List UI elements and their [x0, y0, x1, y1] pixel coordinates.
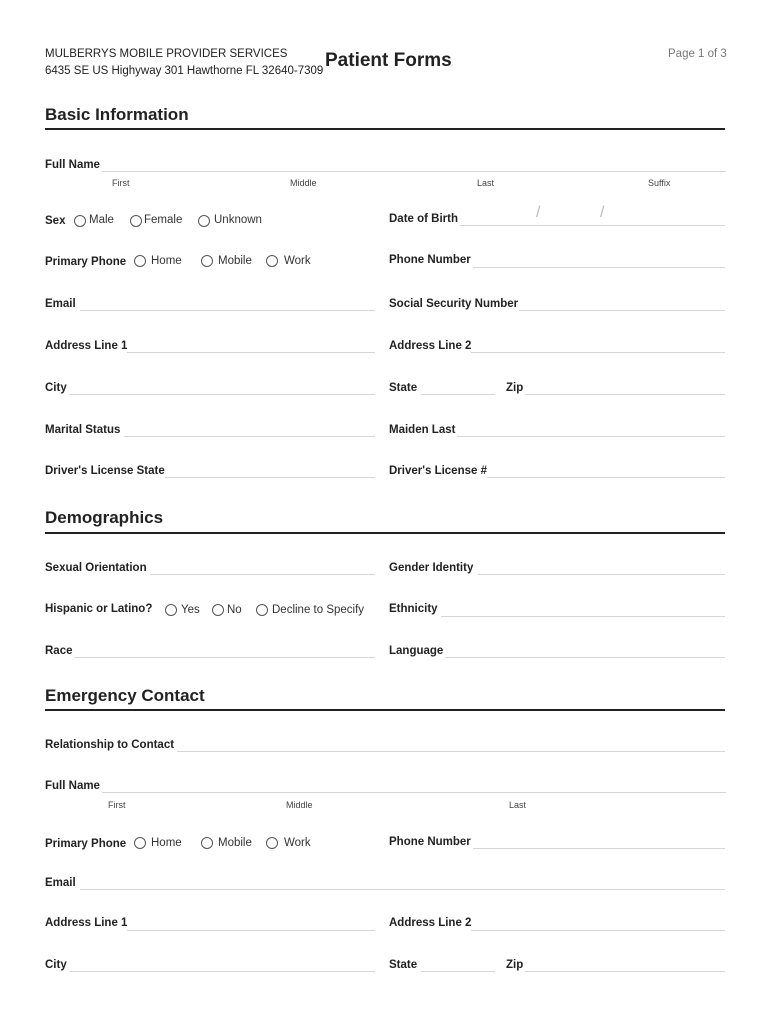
sex-unknown-radio[interactable]: [198, 215, 210, 227]
hispanic-decline-label: Decline to Specify: [272, 604, 365, 616]
ec-address1-input[interactable]: [127, 930, 375, 931]
ec-phone-number-input[interactable]: [473, 848, 725, 849]
hispanic-yes-radio[interactable]: [165, 604, 177, 616]
ec-phone-home-label: Home: [151, 837, 182, 849]
hispanic-decline-radio[interactable]: [256, 604, 268, 616]
sex-female-label: Female: [144, 214, 183, 226]
ec-email-input[interactable]: [80, 889, 725, 890]
sexual-orientation-label: Sexual Orientation: [45, 562, 147, 574]
ec-middle-name-caption: Middle: [286, 800, 313, 810]
dl-number-label: Driver's License #: [389, 465, 487, 477]
address1-input[interactable]: [127, 352, 375, 353]
page-number: Page 1 of 3: [668, 48, 727, 60]
ethnicity-label: Ethnicity: [389, 603, 438, 615]
middle-name-caption: Middle: [290, 178, 317, 188]
phone-work-radio[interactable]: [266, 255, 278, 267]
ec-address2-input[interactable]: [471, 930, 725, 931]
dob-separator: /: [600, 204, 605, 221]
ec-address2-label: Address Line 2: [389, 917, 472, 929]
zip-input[interactable]: [525, 394, 725, 395]
sex-male-label: Male: [89, 214, 114, 226]
phone-mobile-radio[interactable]: [201, 255, 213, 267]
primary-phone-label: Primary Phone: [45, 256, 127, 268]
ec-phone-mobile-radio[interactable]: [201, 837, 213, 849]
ec-state-input[interactable]: [421, 971, 495, 972]
gender-identity-input[interactable]: [478, 574, 725, 575]
dob-label: Date of Birth: [389, 213, 458, 225]
race-input[interactable]: [74, 657, 375, 658]
ssn-input[interactable]: [519, 310, 725, 311]
hispanic-no-radio[interactable]: [212, 604, 224, 616]
sex-unknown-label: Unknown: [214, 214, 262, 226]
ec-email-label: Email: [45, 877, 76, 889]
relationship-input[interactable]: [177, 751, 725, 752]
section-divider: [45, 532, 725, 534]
phone-home-label: Home: [151, 255, 182, 267]
suffix-caption: Suffix: [648, 178, 671, 188]
hispanic-yes-label: Yes: [181, 604, 200, 616]
phone-work-label: Work: [284, 255, 311, 267]
section-divider: [45, 709, 725, 711]
marital-status-input[interactable]: [124, 436, 375, 437]
phone-home-radio[interactable]: [134, 255, 146, 267]
sex-female-radio[interactable]: [130, 215, 142, 227]
maiden-last-label: Maiden Last: [389, 424, 456, 436]
ec-full-name-input[interactable]: [102, 792, 726, 793]
dl-number-input[interactable]: [487, 477, 725, 478]
ec-phone-home-radio[interactable]: [134, 837, 146, 849]
company-address: 6435 SE US Highyway 301 Hawthorne FL 32640-7309: [45, 65, 324, 77]
email-input[interactable]: [80, 310, 375, 311]
dob-separator: /: [536, 204, 541, 221]
hispanic-no-label: No: [227, 604, 242, 616]
full-name-input[interactable]: [102, 171, 726, 172]
race-label: Race: [45, 645, 73, 657]
ec-zip-input[interactable]: [525, 971, 725, 972]
marital-status-label: Marital Status: [45, 424, 121, 436]
ec-phone-work-label: Work: [284, 837, 311, 849]
phone-number-input[interactable]: [473, 267, 725, 268]
sex-label: Sex: [45, 215, 66, 227]
ec-city-input[interactable]: [70, 971, 375, 972]
city-label: City: [45, 382, 67, 394]
state-label: State: [389, 382, 418, 394]
email-label: Email: [45, 298, 76, 310]
hispanic-label: Hispanic or Latino?: [45, 603, 153, 615]
last-name-caption: Last: [477, 178, 495, 188]
section-emergency-contact: Emergency Contact: [45, 686, 205, 705]
sex-male-radio[interactable]: [74, 215, 86, 227]
section-divider: [45, 128, 725, 130]
gender-identity-label: Gender Identity: [389, 562, 474, 574]
relationship-label: Relationship to Contact: [45, 739, 175, 751]
maiden-last-input[interactable]: [457, 436, 725, 437]
language-input[interactable]: [445, 657, 725, 658]
address1-label: Address Line 1: [45, 340, 128, 352]
ec-primary-phone-label: Primary Phone: [45, 838, 127, 850]
phone-number-label: Phone Number: [389, 254, 471, 266]
address2-label: Address Line 2: [389, 340, 472, 352]
ethnicity-input[interactable]: [441, 616, 725, 617]
ec-phone-mobile-label: Mobile: [218, 837, 252, 849]
ec-address1-label: Address Line 1: [45, 917, 128, 929]
dl-state-label: Driver's License State: [45, 465, 165, 477]
zip-label: Zip: [506, 382, 524, 394]
address2-input[interactable]: [471, 352, 725, 353]
ssn-label: Social Security Number: [389, 298, 519, 310]
state-input[interactable]: [421, 394, 495, 395]
ec-phone-number-label: Phone Number: [389, 836, 471, 848]
language-label: Language: [389, 645, 444, 657]
full-name-label: Full Name: [45, 159, 100, 171]
page-title: Patient Forms: [325, 50, 452, 71]
sexual-orientation-input[interactable]: [150, 574, 375, 575]
dl-state-input[interactable]: [165, 477, 375, 478]
ec-last-name-caption: Last: [509, 800, 527, 810]
ec-phone-work-radio[interactable]: [266, 837, 278, 849]
section-demographics: Demographics: [45, 508, 164, 527]
first-name-caption: First: [112, 178, 130, 188]
dob-input[interactable]: [460, 225, 725, 226]
phone-mobile-label: Mobile: [218, 255, 252, 267]
city-input[interactable]: [70, 394, 375, 395]
ec-first-name-caption: First: [108, 800, 126, 810]
company-name: MULBERRYS MOBILE PROVIDER SERVICES: [45, 48, 288, 60]
section-basic-information: Basic Information: [45, 105, 189, 124]
ec-zip-label: Zip: [506, 959, 524, 971]
ec-city-label: City: [45, 959, 67, 971]
ec-full-name-label: Full Name: [45, 780, 100, 792]
ec-state-label: State: [389, 959, 418, 971]
